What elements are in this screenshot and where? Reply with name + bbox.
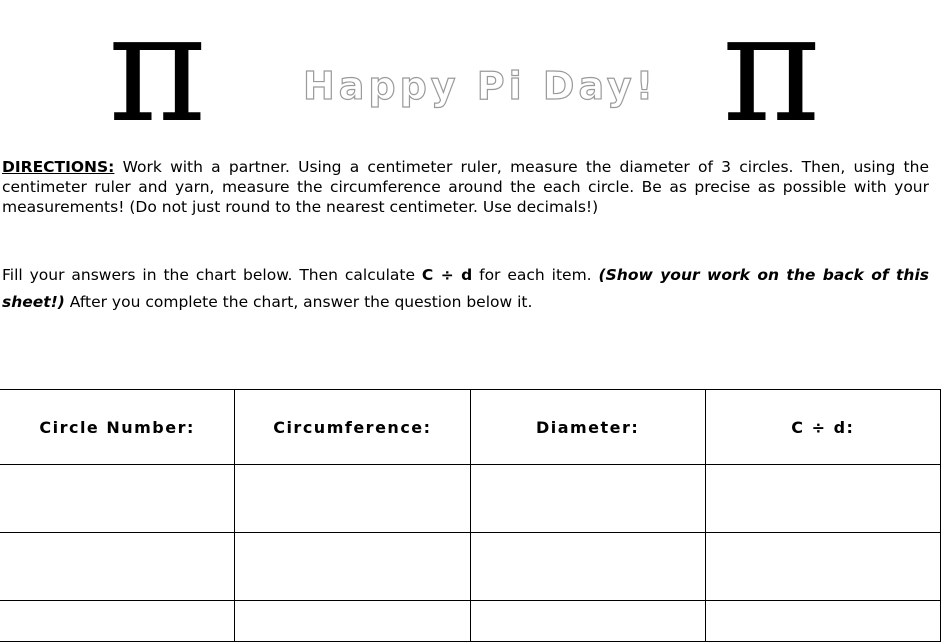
cell-circle-number[interactable] (0, 465, 235, 533)
show-work-note: (Show your work on the back of this sheet!) (2, 266, 929, 311)
formula-text: C ÷ d (421, 266, 473, 284)
header-circumference: Circumference: (235, 390, 470, 465)
cell-circumference[interactable] (235, 533, 470, 601)
cell-c-div-d[interactable] (705, 465, 940, 533)
directions-label: DIRECTIONS: (2, 158, 115, 176)
cell-circle-number[interactable] (0, 533, 235, 601)
cell-c-div-d[interactable] (705, 601, 940, 642)
directions-text: Work with a partner. Using a centimeter ruler, measure the diameter of 3 circles. Then, using the centimeter ruler and yarn, measure the circumference around the each circle. Be as precise as possible with your measurements! (Do not just round to the nearest centimeter. Use decimals!) (2, 158, 929, 216)
cell-circumference[interactable] (235, 465, 470, 533)
instructions-middle: for each item. (472, 266, 599, 284)
header-circle-number: Circle Number: (0, 390, 235, 465)
cell-circumference[interactable] (235, 601, 470, 642)
header-c-div-d: C ÷ d: (705, 390, 940, 465)
header-diameter: Diameter: (470, 390, 705, 465)
table-row (0, 601, 941, 642)
chart-header-row (0, 390, 941, 465)
cell-diameter[interactable] (470, 533, 705, 601)
cell-c-div-d[interactable] (705, 533, 940, 601)
cell-circle-number[interactable] (0, 601, 235, 642)
instructions-paragraph (2, 262, 929, 316)
page-title: Happy Pi Day! (302, 64, 658, 108)
table-row (0, 465, 941, 533)
pi-symbol-right: π (722, 0, 821, 156)
table-row (0, 533, 941, 601)
instructions-after: After you complete the chart, answer the question below it. (64, 293, 533, 311)
pi-symbol-left: π (108, 0, 207, 156)
directions-paragraph (2, 157, 929, 217)
instructions-before: Fill your answers in the chart below. Then calculate (2, 266, 422, 284)
cell-diameter[interactable] (470, 465, 705, 533)
measurement-chart (0, 389, 941, 642)
cell-diameter[interactable] (470, 601, 705, 642)
